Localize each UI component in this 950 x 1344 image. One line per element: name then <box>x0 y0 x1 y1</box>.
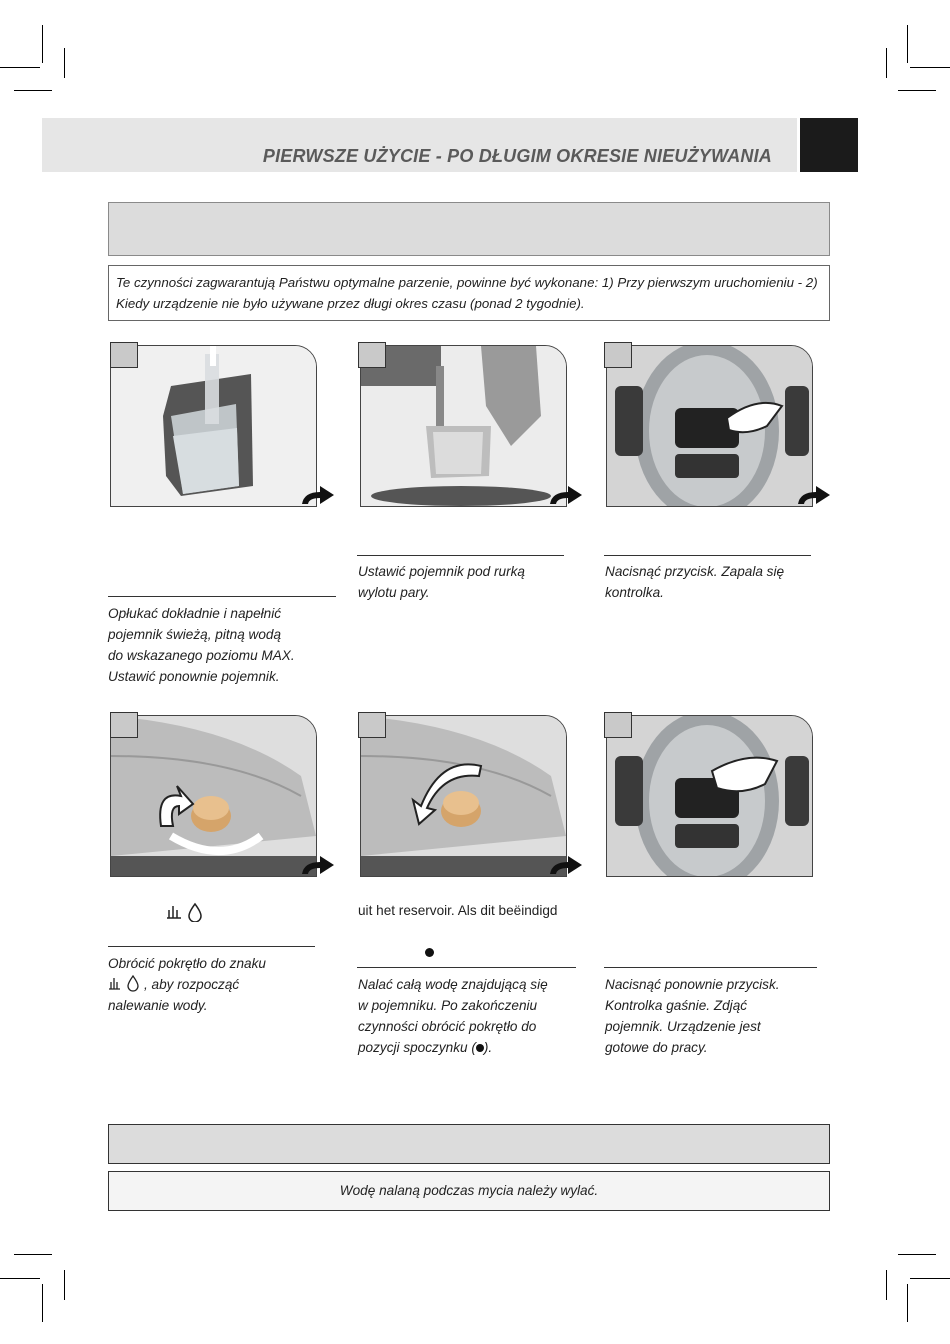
caption-line: pojemnik. Urządzenie jest <box>605 1019 761 1034</box>
knob-rest-illustration <box>361 716 566 876</box>
crop-mark <box>42 1284 43 1322</box>
steam-water-icon <box>165 900 207 922</box>
caption-rule <box>357 967 576 968</box>
step1-image <box>110 345 317 507</box>
crop-mark <box>42 25 43 63</box>
crop-mark <box>898 1254 936 1255</box>
stray-text: uit het reservoir. Als dit beëindigd <box>358 903 558 918</box>
caption-line: Kontrolka gaśnie. Zdjąć <box>605 998 748 1013</box>
arrow-right-icon <box>548 484 584 506</box>
caption-line: do wskazanego poziomu MAX. <box>108 648 295 663</box>
section-band <box>108 202 830 256</box>
caption-line: Nacisnąć ponownie przycisk. <box>605 977 780 992</box>
caption-line: Nalać całą wodę znajdującą się <box>358 977 548 992</box>
crop-mark <box>910 67 950 68</box>
step2-image <box>360 345 567 507</box>
step3-caption <box>605 561 815 603</box>
arrow-right-icon <box>300 854 336 876</box>
arrow-right-icon <box>548 854 584 876</box>
caption-line: Ustawić ponownie pojemnik. <box>108 669 280 684</box>
crop-mark <box>910 1278 950 1279</box>
crop-mark <box>14 1254 52 1255</box>
water-tank-illustration <box>111 346 316 506</box>
step1-caption <box>108 603 336 687</box>
caption-rule <box>604 555 811 556</box>
step6-image <box>606 715 813 877</box>
caption-line: Opłukać dokładnie i napełnić <box>108 606 282 621</box>
caption-line: w pojemniku. Po zakończeniu <box>358 998 538 1013</box>
crop-mark <box>0 1278 40 1279</box>
caption-line: czynności obrócić pokrętło do <box>358 1019 537 1034</box>
caption-rule <box>108 596 336 597</box>
control-panel-illustration <box>607 346 812 506</box>
milk-jug-illustration <box>361 346 566 506</box>
step3-image <box>606 345 813 507</box>
rest-position-icon <box>476 1044 484 1052</box>
step-number-box <box>110 712 138 738</box>
crop-mark <box>907 1284 908 1322</box>
page-title: PIERWSZE UŻYCIE - PO DŁUGIM OKRESIE NIEUŻYWANIA <box>262 146 772 166</box>
caption-rule <box>108 946 315 947</box>
section-tab <box>800 118 858 172</box>
step4-image <box>110 715 317 877</box>
caption-line <box>358 1037 578 1058</box>
crop-mark <box>0 67 40 68</box>
arrow-right-icon <box>796 484 832 506</box>
step-number-box <box>604 342 632 368</box>
caption-text: , aby rozpocząć <box>144 977 240 992</box>
caption-line: Nacisnąć przycisk. Zapala się <box>605 564 785 579</box>
steam-water-icon <box>108 974 144 992</box>
caption-text: ). <box>483 1040 493 1055</box>
step-number-box <box>358 712 386 738</box>
step5-image <box>360 715 567 877</box>
crop-mark <box>64 48 65 78</box>
crop-mark <box>886 48 887 78</box>
footer-note: Wodę nalaną podczas mycia należy wylać. <box>339 1183 599 1198</box>
caption-line: gotowe do pracy. <box>605 1040 708 1055</box>
caption-line: pojemnik świeżą, pitną wodą <box>108 627 282 642</box>
step-number-box <box>604 712 632 738</box>
crop-mark <box>886 1270 887 1300</box>
caption-rule <box>357 555 564 556</box>
caption-line: Ustawić pojemnik pod rurką <box>358 564 525 579</box>
step-number-box <box>110 342 138 368</box>
caption-rule <box>604 967 817 968</box>
step6-caption <box>605 974 820 1058</box>
knob-steam-illustration <box>111 716 316 876</box>
crop-mark <box>14 90 52 91</box>
crop-mark <box>898 90 936 91</box>
arrow-right-icon <box>300 484 336 506</box>
caption-line: kontrolka. <box>605 585 664 600</box>
rest-position-icon <box>425 948 434 957</box>
footer-band <box>108 1124 830 1164</box>
caption-line: Obrócić pokrętło do znaku <box>108 956 266 971</box>
step5-caption <box>358 974 578 1058</box>
caption-text: pozycji spoczynku ( <box>358 1040 476 1055</box>
intro-text: Te czynności zagwarantują Państwu optymalne parzenie, powinne być wykonane: 1) Przy pierwszym uruchomieniu - 2) Kiedy urządzenie nie było używane przez długi okres czasu (ponad 2 tygodnie). <box>116 275 818 311</box>
step4-caption <box>108 953 318 1016</box>
caption-line: wylotu pary. <box>358 585 430 600</box>
control-panel-illustration <box>607 716 812 876</box>
caption-line <box>108 974 318 995</box>
footer-note-box <box>108 1171 830 1211</box>
caption-line: nalewanie wody. <box>108 998 208 1013</box>
step2-caption <box>358 561 568 603</box>
crop-mark <box>907 25 908 63</box>
step-number-box <box>358 342 386 368</box>
crop-mark <box>64 1270 65 1300</box>
intro-box <box>108 265 830 321</box>
